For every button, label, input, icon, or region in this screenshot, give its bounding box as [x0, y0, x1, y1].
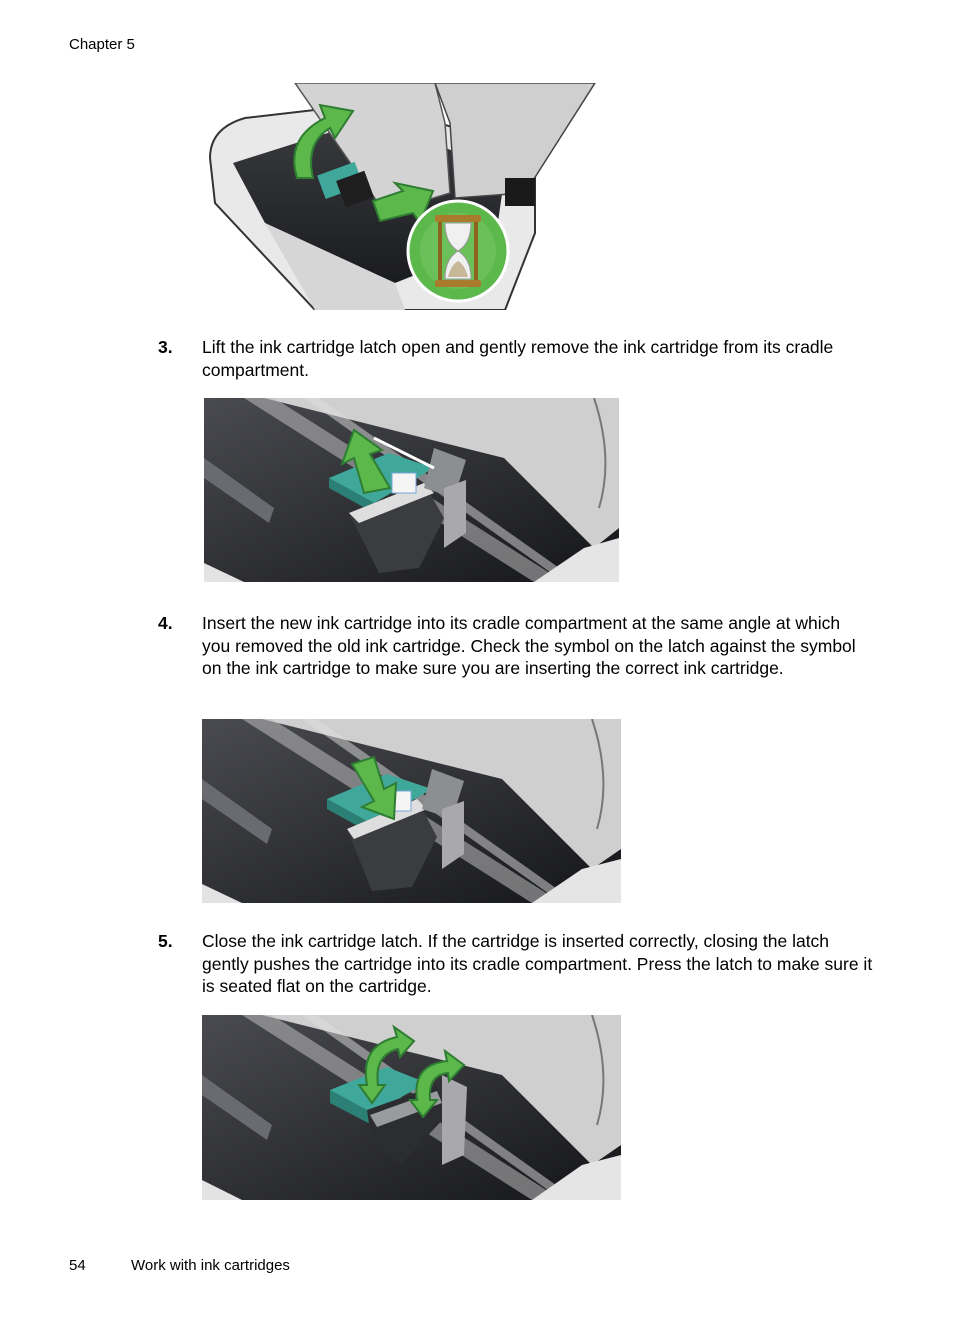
chapter-header: Chapter 5	[69, 36, 135, 53]
page-number: 54	[69, 1257, 86, 1274]
step-text: Insert the new ink cartridge into its cradle compartment at the same angle at which you removed the old ink cartridge. Check the symbol on the latch against the symbol on the ink cartridge to make sure you are inserting the correct ink cartridge.	[202, 613, 856, 678]
step-number: 5.	[158, 931, 173, 951]
step-4	[158, 612, 873, 680]
step-text: Close the ink cartridge latch. If the cartridge is inserted correctly, closing the latch gently pushes the cartridge into its cradle compartment. Press the latch to make sure it is seated flat on the cartridge.	[202, 931, 873, 996]
figure-close-latch	[202, 1015, 621, 1200]
step-3	[158, 336, 873, 381]
figure-insert-cartridge	[202, 719, 621, 903]
hourglass-icon	[420, 213, 496, 289]
figure-printer-open-wait	[205, 83, 600, 310]
step-text: Lift the ink cartridge latch open and gently remove the ink cartridge from its cradle compartment.	[202, 337, 834, 380]
step-number: 3.	[158, 337, 173, 357]
step-number: 4.	[158, 613, 173, 633]
footer-section-title: Work with ink cartridges	[131, 1257, 290, 1274]
figure-remove-cartridge	[204, 398, 619, 582]
step-5	[158, 930, 873, 998]
